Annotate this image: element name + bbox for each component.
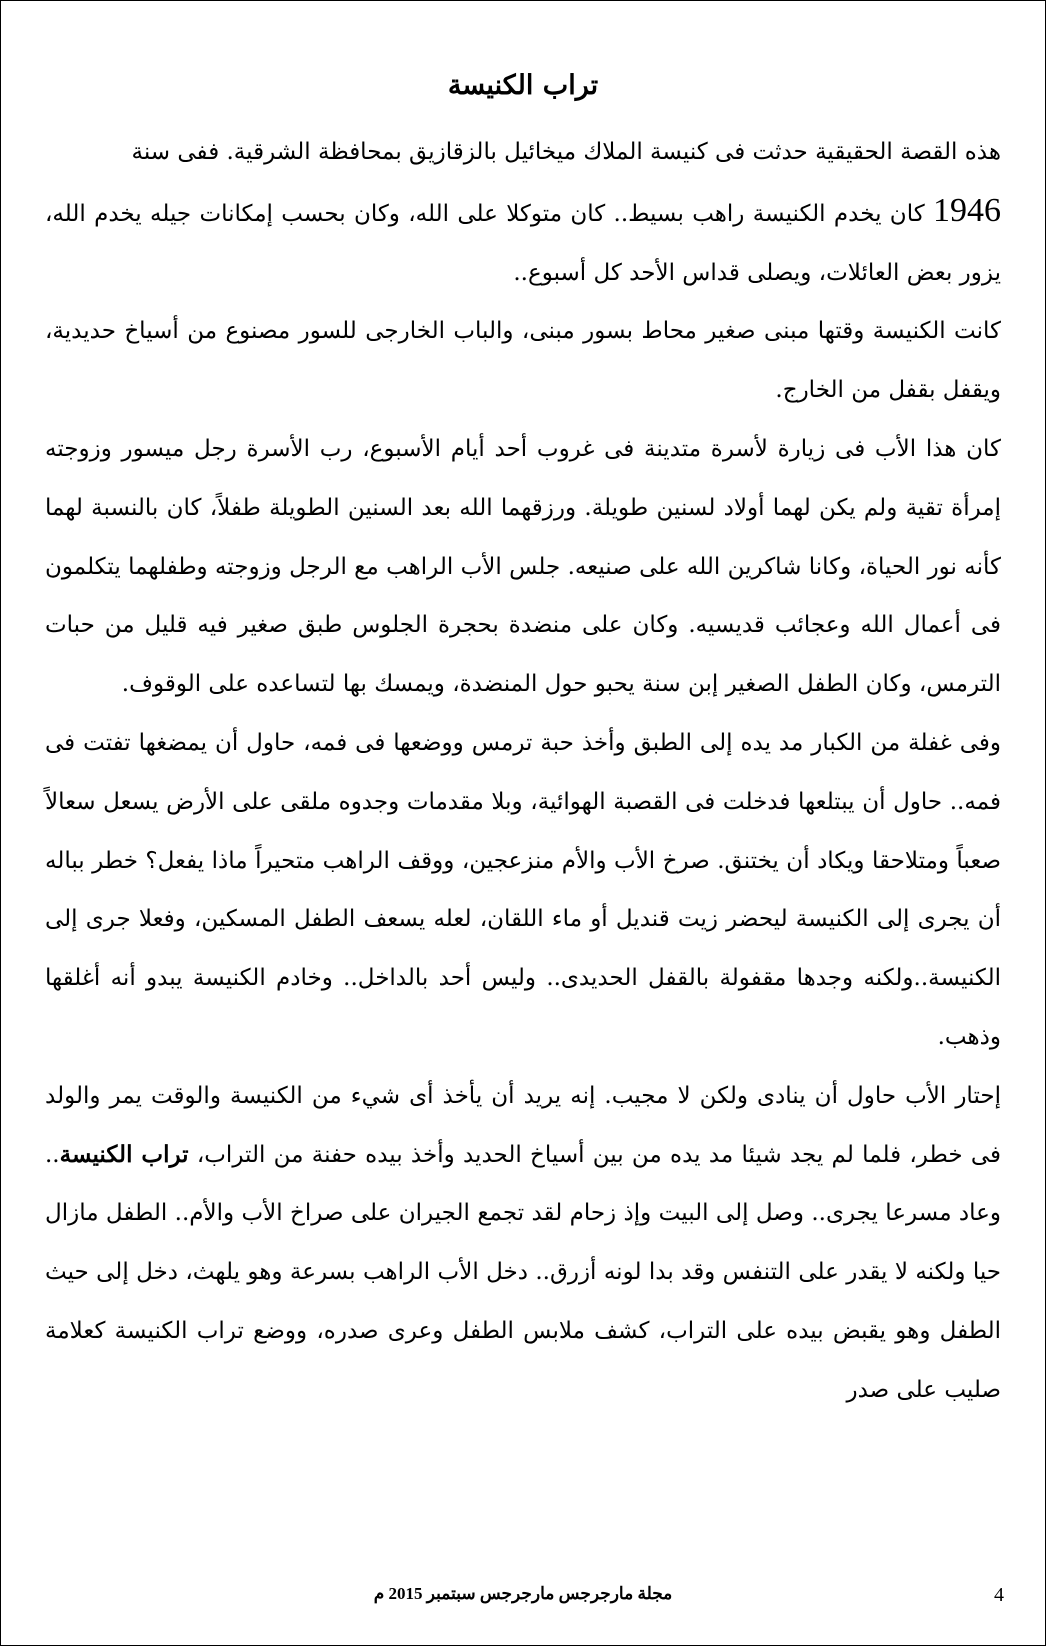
- paragraph-5-end: .. وعاد مسرعا يجرى.. وصل إلى البيت وإذ زحام لقد تجمع الجيران على صراخ الأب والأم.. الطفل مازال حيا ولكنه لا يقدر على التنفس وقد بدا لونه أزرق.. دخل الأب الراهب بسرعة وهو يلهث، دخل إلى حيث الطفل وهو يقبض بيده على التراب، كشف ملابس الطفل وعرى صدره، ووضع تراب الكنيسة كعلامة صليب على صدر: [45, 1141, 1001, 1403]
- paragraph-1: [45, 123, 1001, 302]
- paragraph-5-start: إحتار الأب حاول أن ينادى ولكن لا مجيب. إنه يريد أن يأخذ أى شيء من الكنيسة والوقت يمر والولد فى خطر، فلما لم يجد شيئا مد يده من بين أسياخ الحديد وأخذ بيده حفنة من التراب،: [45, 1082, 1001, 1168]
- page-footer: [1, 1584, 1045, 1614]
- article: [45, 59, 1001, 1420]
- church-dust-bold: تراب الكنيسة: [59, 1140, 189, 1168]
- paragraph-1-rest: كان يخدم الكنيسة راهب بسيط.. كان متوكلا على الله، وكان بحسب إمكانات جيله يخدم الله، يزور بعض العائلات، ويصلى قداس الأحد كل أسبوع..: [45, 200, 1001, 286]
- article-title: تراب الكنيسة: [447, 70, 599, 101]
- paragraph-5: [45, 1067, 1001, 1420]
- magazine-issue: مجلة مارجرجس مارجرجس سبتمبر 2015 م: [373, 1584, 673, 1603]
- paragraph-2: كانت الكنيسة وقتها مبنى صغير محاط بسور مبنى، والباب الخارجى للسور مصنوع من أسياخ حديدية، ويقفل بقفل من الخارج.: [45, 318, 1001, 404]
- paragraph-3: كان هذا الأب فى زيارة لأسرة متدينة فى غروب أحد أيام الأسبوع، رب الأسرة رجل ميسور وزوجته إمرأة تقية ولم يكن لهما أولاد لسنين طويلة. ورزقهما الله بعد السنين الطويلة طفلاً، كان بالنسبة لهما كأنه نور الحياة، وكانا شاكرين الله على صنيعه. جلس الأب الراهب مع الرجل وزوجته وطفلهما يتكلمون فى أعمال الله وعجائب قديسيه. وكان على منضدة بحجرة الجلوس طبق صغير فيه قليل من حبات الترمس، وكان الطفل الصغير إبن سنة يحبو حول المنضدة، ويمسك بها لتساعده على الوقوف.: [45, 435, 1001, 698]
- year-number: 1946: [933, 191, 1001, 229]
- paragraph-1-intro: هذه القصة الحقيقية حدثت فى كنيسة الملاك ميخائيل بالزقازيق بمحافظة الشرقية. ففى سنة: [131, 139, 1001, 165]
- page-number: 4: [994, 1584, 1004, 1606]
- paragraph-4: وفى غفلة من الكبار مد يده إلى الطبق وأخذ حبة ترمس ووضعها فى فمه، حاول أن يمضغها تفتت فى فمه.. حاول أن يبتلعها فدخلت فى القصبة الهوائية، وبلا مقدمات وجدوه ملقى على الأرض يسعل سعالاً صعباً ومتلاحقا ويكاد أن يختنق. صرخ الأب والأم منزعجين، ووقف الراهب متحيراً ماذا يفعل؟ خطر بباله أن يجرى إلى الكنيسة ليحضر زيت قنديل أو ماء اللقان، لعله يسعف الطفل المسكين، وفعلا جرى إلى الكنيسة..ولكنه وجدها مقفولة بالقفل الحديدى.. وليس أحد بالداخل.. وخادم الكنيسة يبدو أنه أغلقها وذهب.: [45, 729, 1001, 1050]
